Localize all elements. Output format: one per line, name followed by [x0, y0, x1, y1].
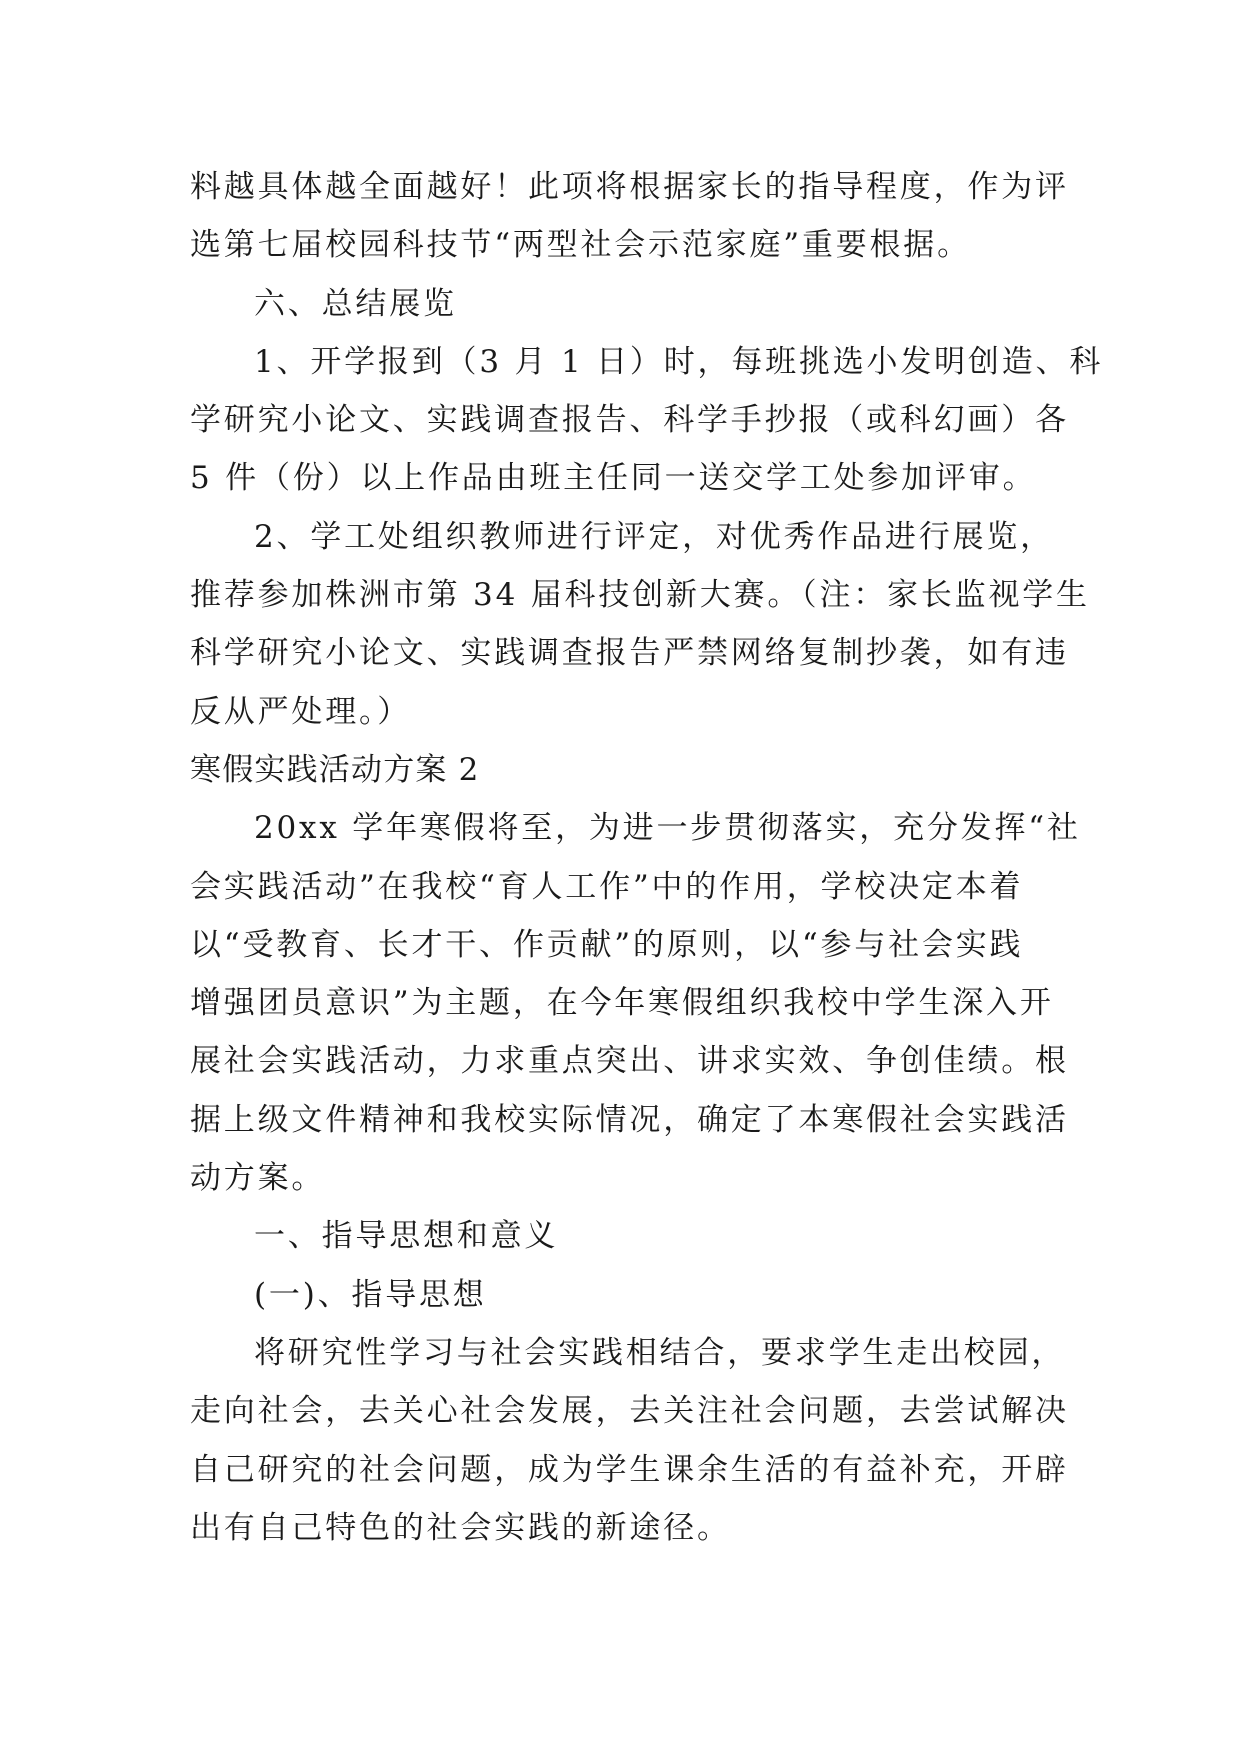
document-title: 寒假实践活动方案 2 [190, 751, 480, 788]
text-line: 2、学工处组织教师进行评定，对优秀作品进行展览， [254, 518, 1054, 555]
text-line: 据上级文件精神和我校实际情况，确定了本寒假社会实践活 [190, 1101, 1069, 1138]
text-line: 1、开学报到（3 月 1 日）时，每班挑选小发明创造、科 [254, 343, 1104, 380]
text-line: 反从严处理。） [190, 693, 412, 730]
text-line: 自己研究的社会问题，成为学生课余生活的有益补充，开辟 [190, 1451, 1069, 1488]
text-line: 以“受教育、长才干、作贡献”的原则，以“参与社会实践 [190, 926, 1024, 963]
text-line: 推荐参加株洲市第 34 届科技创新大赛。（注：家长监视学生 [190, 577, 1090, 614]
text-line: 选第七届校园科技节“两型社会示范家庭”重要根据。 [190, 227, 971, 264]
text-line: 走向社会，去关心社会发展，去关注社会问题，去尝试解决 [190, 1393, 1069, 1430]
text-line: 动方案。 [190, 1160, 326, 1197]
text-line: 5 件（份）以上作品由班主任同一送交学工处参加评审。 [190, 460, 1037, 497]
text-line: 20xx 学年寒假将至，为进一步贯彻落实，充分发挥“社 [254, 810, 1081, 847]
text-line: 增强团员意识”为主题，在今年寒假组织我校中学生深入开 [190, 985, 1054, 1022]
subsection-heading: (一)、指导思想 [254, 1276, 487, 1313]
text-line: 科学研究小论文、实践调查报告严禁网络复制抄袭，如有违 [190, 635, 1069, 672]
text-line: 将研究性学习与社会实践相结合，要求学生走出校园， [254, 1334, 1066, 1371]
text-line: 会实践活动”在我校“育人工作”中的作用，学校决定本着 [190, 868, 1024, 905]
section-heading: 一、指导思想和意义 [254, 1218, 559, 1255]
text-line: 学研究小论文、实践调查报告、科学手抄报（或科幻画）各 [190, 402, 1069, 439]
document-body [190, 158, 1104, 1557]
text-line: 展社会实践活动，力求重点突出、讲求实效、争创佳绩。根 [190, 1043, 1069, 1080]
text-line: 料越具体越全面越好！此项将根据家长的指导程度，作为评 [190, 169, 1069, 205]
section-heading: 六、总结展览 [254, 285, 457, 322]
text-line: 出有自己特色的社会实践的新途径。 [190, 1509, 731, 1546]
